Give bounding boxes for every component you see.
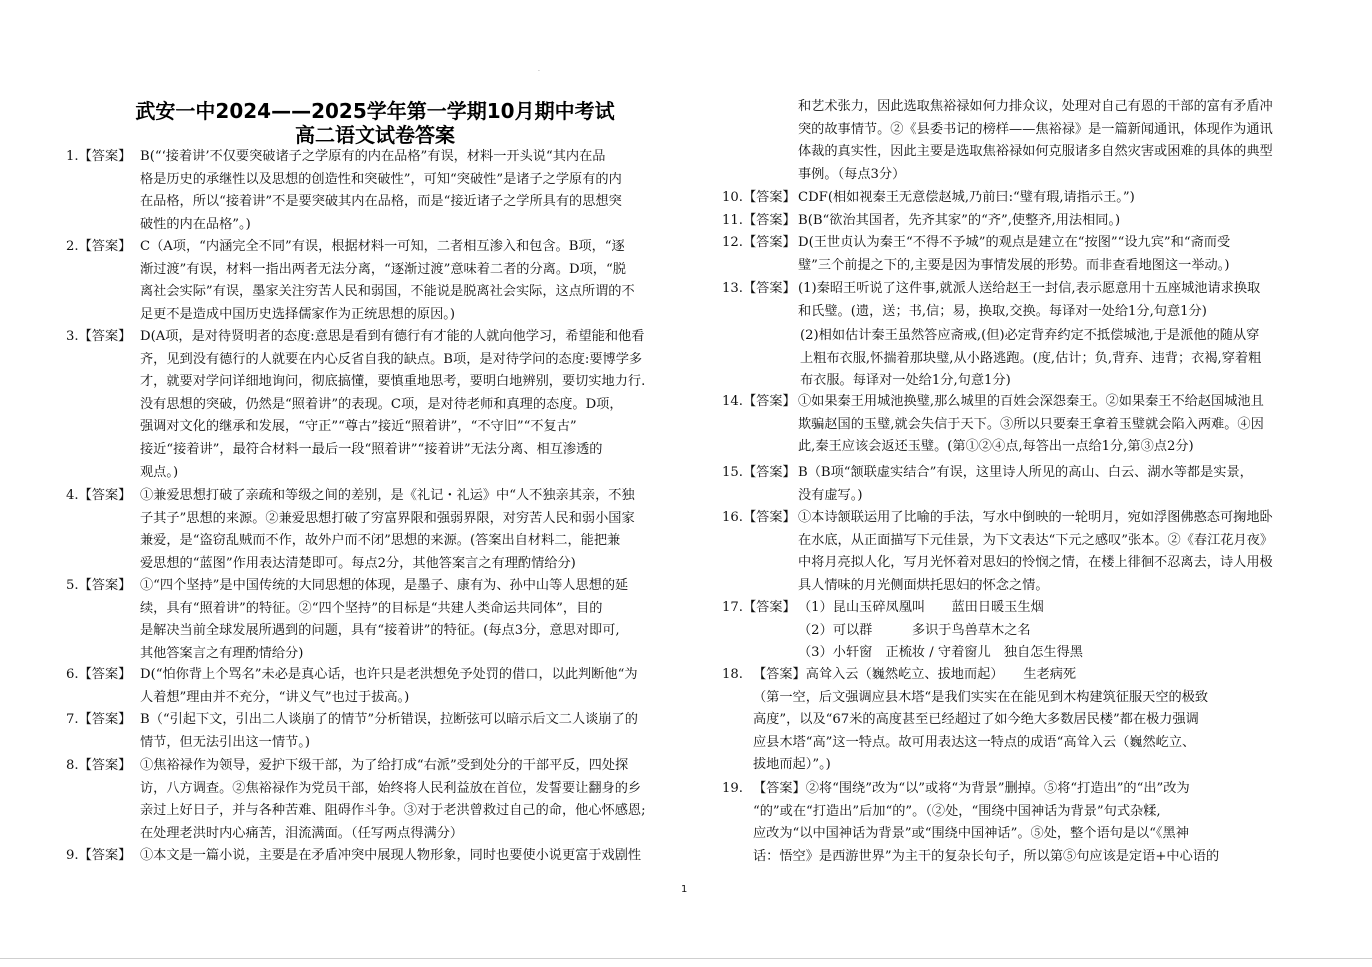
answer-line: （2）可以群 多识于鸟兽草木之名 [798,622,1031,638]
answer-line: 爱思想的“蓝图”作用表达清楚即可。每点2分，其他答案言之有理酌情给分) [140,555,576,571]
answer-line: ①焦裕禄作为领导，爱护下级干部，为了给打成“右派”受到处分的干部平反，四处探 [140,758,629,773]
answer-number: 12.【答案】 [722,235,796,250]
answer-line: 和艺术张力，因此选取焦裕禄如何力排众议，处理对自己有恩的干部的富有矛盾冲 [798,99,1273,114]
answer-line: C（A项，“内涵完全不同”有误，根据材料一可知，二者相互渗入和包含。B项，“逐 [140,239,625,254]
answer-line: 续，具有“照着讲”的特征。②“四个坚持”的目标是“共建人类命运共同体”，目的 [140,600,603,616]
answer-number: 14.【答案】 [722,394,796,409]
answer-line: 璧”三个前提之下的,主要是因为事情发展的形势。而非查看地图这一举动。) [798,257,1230,273]
answer-line: CDF(相如视秦王无意偿赵城,乃前曰:“璧有瑕,请指示王。”) [798,190,1135,205]
answer-text [140,664,638,709]
answer-text [798,462,1253,507]
answer-number: 18. [722,667,743,682]
answer-line: 上粗布衣服,怀揣着那块璧,从小路逃跑。(度,估计；负,背弃、违背；衣褐,穿着粗 [800,350,1262,366]
answer-line: 具人情味的月光侧面烘托思妇的怀念之情。 [798,577,1049,593]
document-title: 武安一中2024——2025学年第一学期10月期中考试 [135,99,615,123]
answer-line: (1)秦昭王听说了这件事,就派人送给赵王一封信,表示愿意用十五座城池请求换取 [798,281,1261,296]
answer-text [798,96,1273,186]
answer-line: “的”或在“打造出”后加“的”。（②处，“围绕中国神话为背景”句式杂糅, [753,803,1161,819]
answer-text [140,236,635,326]
page-bottom-rule [0,958,1372,959]
answer-line: 其他答案言之有理酌情给分) [140,645,304,661]
answer-text [140,326,645,484]
answer-line: 人着想”理由并不充分，“讲义气”也过于拔高。) [140,689,410,705]
answer-number: 7.【答案】 [66,712,132,727]
answer-number: 15.【答案】 [722,465,796,480]
answer-line: 高度”，以及“67米的高度甚至已经超过了如今绝大多数居民楼”都在极力强调 [753,712,1199,728]
answer-line: 体裁的真实性，因此主要是选取焦裕禄如何克服诸多自然灾害或困难的具体的典型 [798,144,1273,160]
answer-line: 在处理老洪时内心痛苦，泪流满面。（任写两点得满分） [140,825,464,841]
answer-line: ①如果秦王用城池换璧,那么城里的百姓会深怨秦王。②如果秦王不给赵国城池且 [798,394,1264,409]
answer-number: 6.【答案】 [66,667,132,682]
answer-line: 格是历史的承继性以及思想的创造性和突破性”，可知“突破性”是诸子之学原有的内 [140,171,622,187]
answer-line: 应改为“以中国神话为背景”或“围绕中国神话”。⑤处，整个语句是以“《黑神 [753,826,1189,842]
answer-line: 话：悟空》是西游世界”为主干的复杂长句子，所以第⑤句应该是定语+中心语的 [753,848,1220,864]
answer-line: 亲过上好日子，并与各种苦难、阻碍作斗争。③对于老洪曾救过自己的命，他心怀感恩; [140,803,646,819]
answer-line: B（“引起下文，引出二人谈崩了的情节”分析错误，拉断弦可以暗示后文二人谈崩了的 [140,712,638,727]
answer-line: B(“‘接着讲’不仅要突破诸子之学原有的内在品格”有误，材料一开头说“其内在品 [140,149,606,164]
answer-line: 布衣服。每译对一处给1分,句意1分) [800,373,1011,389]
answer-line: 突的故事情节。②《县委书记的榜样——焦裕禄》是一篇新闻通讯，体现作为通讯 [798,121,1273,137]
answer-line: 【答案】高耸入云（巍然屹立、拔地而起） 生老病死 [753,667,1077,682]
answer-line: 没有虚写。) [798,487,863,503]
answer-text [140,575,628,665]
answer-line: 是解决当前全球发展所遇到的问题，具有“接着讲”的特征。(每点3分，意思对即可, [140,623,620,639]
answer-text [798,187,1135,210]
answer-text [798,507,1273,597]
answer-number: 5.【答案】 [66,578,132,593]
answer-line: 应县木塔“高”这一特点。故可用表达这一特点的成语“高耸入云（巍然屹立、 [753,734,1196,750]
answer-line: 在品格，所以“接着讲”不是要突破其内在品格，而是“接近诸子之学所具有的思想突 [140,194,622,210]
top-mark: . [538,66,540,73]
answer-number: 11.【答案】 [722,213,796,228]
answer-line: D(A项，是对待贤明者的态度:意思是看到有德行有才能的人就向他学习，希望能和他看 [140,329,645,344]
answer-line: 接近“接着讲”，最符合材料一最后一段“照着讲”“接着讲”无法分离、相互渗透的 [140,441,603,457]
answer-line: B(B“欲治其国者，先齐其家”的“齐”,使整齐,用法相同。) [798,213,1121,228]
answer-text [798,597,1083,665]
answer-line: 足更不是造成中国历史选择儒家作为正统思想的原因。) [140,306,456,322]
answer-line: ①本文是一篇小说，主要是在矛盾冲突中展现人物形象，同时也要使小说更富于戏剧性 [140,848,642,863]
answer-text [798,210,1120,233]
answer-number: 3.【答案】 [66,329,132,344]
answer-number: 9.【答案】 [66,848,132,863]
answer-number: 1.【答案】 [66,149,132,164]
answer-line: 【答案】②将“围绕”改为“以”或将“为背景”删掉。⑤将“打造出”的“出”改为 [753,781,1190,796]
answer-line: (2)相如估计秦王虽然答应斋戒,(但)必定背弃约定不抵偿城池,于是派他的随从穿 [800,328,1260,343]
answer-line: 破性的内在品格”。) [140,216,251,232]
answer-line: 兼爱，是“盗窃乱贼而不作，故外户而不闭”思想的来源。(答案出自材料二，能把兼 [140,533,621,549]
answer-line: 情节，但无法引出这一情节。) [140,734,310,750]
answer-text [140,845,641,868]
answer-text [753,778,1219,868]
answer-line: 渐过渡”有误，材料一指出两者无法分离，“逐渐过渡”意味着二者的分离。D项，“脱 [140,261,626,277]
answer-line: 欺骗赵国的玉璧,就会失信于天下。③所以只要秦王拿着玉璧就会陷入两难。④因 [798,416,1264,432]
page-number: 1 [681,884,688,895]
answer-number: 13.【答案】 [722,281,796,296]
answer-line: （3）小轩窗 正梳妆 / 守着窗儿 独自怎生得黑 [798,645,1083,661]
answer-number: 17.【答案】 [722,600,796,615]
answer-line: ①“四个坚持”是中国传统的大同思想的体现，是墨子、康有为、孙中山等人思想的延 [140,578,629,593]
answer-number: 16.【答案】 [722,510,796,525]
answer-line: （1）昆山玉碎凤凰叫 蓝田日暖玉生烟 [798,600,1044,615]
answer-line: （第一空，后文强调应县木塔“是我们实实在在能见到木构建筑征服天空的极致 [753,689,1209,705]
answer-line: 观点。) [140,464,179,480]
answer-line: ①兼爱思想打破了亲疏和等级之间的差别，是《礼记・礼运》中“人不独亲其亲，不独 [140,488,635,503]
answer-line: 没有思想的突破，仍然是“照着讲”的表现。C项，是对待老师和真理的态度。D项， [140,396,623,412]
answer-number: 8.【答案】 [66,758,132,773]
answer-line: ①本诗颔联运用了比喻的手法，写水中倒映的一轮明月，宛如浮图佛憨态可掬地卧 [798,510,1273,525]
answer-text [798,232,1230,277]
answer-text [800,325,1261,393]
answer-line: 离社会实际”有误，墨家关注穷苦人民和弱国，不能说是脱离社会实际，这点所谓的不 [140,284,635,300]
answer-text [140,146,622,236]
answer-line: D(王世贞认为秦王“不得不予城”的观点是建立在“按图”“设九宾”和“斋而受 [798,235,1231,250]
answer-line: 访，八方调查。②焦裕禄作为党员干部，始终将人民利益放在首位，发誓要让翻身的乡 [140,780,642,796]
answer-line: 拔地而起）”。) [753,757,831,773]
document-subtitle: 高二语文试卷答案 [295,123,455,147]
answer-line: 事例。（每点3分） [798,166,906,182]
answer-line: 齐，见到没有德行的人就要在内心反省自我的缺点。B项，是对待学问的态度:要博学多 [140,351,643,367]
answer-line: 强调对文化的继承和发展，“守正”“尊古”接近“照着讲”，“不守旧”“不复古” [140,419,577,435]
answer-text [753,664,1208,777]
answer-number: 4.【答案】 [66,488,132,503]
answer-line: B（B项“颔联虚实结合”有误，这里诗人所见的高山、白云、湖水等都是实景， [798,465,1253,480]
answer-line: 和氏璧。(遗，送；书,信；易，换取,交换。每译对一处给1分,句意1分) [798,303,1207,319]
answer-number: 19. [722,781,743,796]
answer-line: 才，就要对学问详细地询问，彻底搞懂，要慎重地思考，要明白地辨别，要切实地力行. [140,374,646,390]
answer-line: D(“怕你背上个骂名”未必是真心话，也许只是老洪想免予处罚的借口，以此判断他“为 [140,667,638,682]
answer-number: 2.【答案】 [66,239,132,254]
answer-number: 10.【答案】 [722,190,796,205]
answer-line: 在水底，从正面描写下元佳景，为下文表达“下元之感叹”张本。②《春江花月夜》 [798,532,1274,548]
answer-line: 此,秦王应该会返还玉璧。(第①②④点,每答出一点给1分,第③点2分) [798,439,1194,455]
answer-text [140,485,635,575]
answer-line: 子其子”思想的来源。②兼爱思想打破了穷富界限和强弱界限，对穷苦人民和弱小国家 [140,510,635,526]
answer-text [798,278,1260,323]
answer-text [798,391,1264,459]
answer-text [140,709,638,754]
answer-line: 中将月亮拟人化，写月光怀着对思妇的怜悯之情，在楼上徘徊不忍离去，诗人用极 [798,555,1273,571]
answer-text [140,755,646,845]
